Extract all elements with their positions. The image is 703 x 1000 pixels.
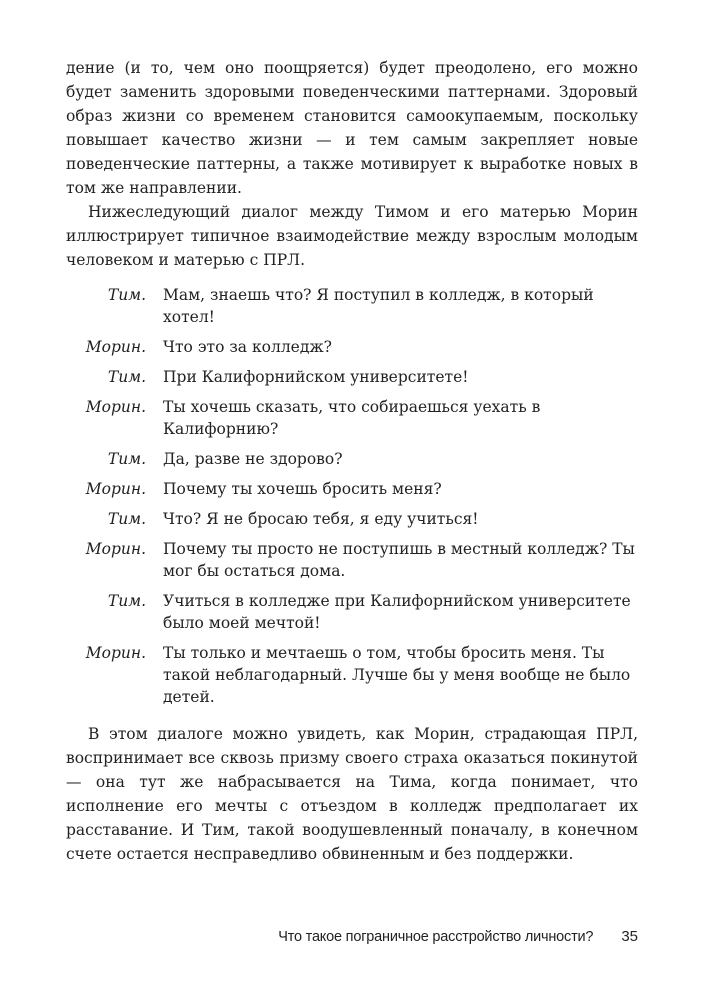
dialogue: [66, 284, 638, 708]
dialogue-turn: [66, 396, 638, 440]
running-title: Что такое пограничное расстройство личности?: [278, 929, 594, 945]
dialogue-turn: [66, 642, 638, 708]
speaker-name: Тим.: [107, 368, 146, 386]
speech-text: Что это за колледж?: [163, 338, 332, 356]
speaker-name: Морин.: [85, 644, 146, 662]
dialogue-turn: [66, 508, 638, 530]
speech-text: При Калифорнийском университете!: [163, 368, 469, 386]
speech-text: Мам, знаешь что? Я поступил в колледж, в который хотел!: [163, 286, 594, 326]
paragraph-continuation: дение (и то, чем оно поощряется) будет преодолено, его можно будет заменить здоровыми поведенческими паттернами. Здоровый образ жизни со временем становится самоокупаемым, поскольку повышает качество жизни — и тем самым закрепляет новые поведенческие паттерны, а также мотивирует к выработке новых в том же направлении.: [66, 59, 638, 197]
speech-text: Ты хочешь сказать, что собираешься уехать в Калифорнию?: [163, 398, 541, 438]
dialogue-turn: [66, 590, 638, 634]
speech-text: Что? Я не бросаю тебя, я еду учиться!: [163, 510, 479, 528]
dialogue-turn: [66, 478, 638, 500]
speaker-name: Морин.: [85, 540, 146, 558]
paragraph-dialogue-intro: Нижеследующий диалог между Тимом и его матерью Морин иллюстрирует типичное взаимодействие между взрослым молодым человеком и матерью с ПРЛ.: [66, 203, 638, 269]
dialogue-turn: [66, 336, 638, 358]
paragraph-analysis: В этом диалоге можно увидеть, как Морин, страдающая ПРЛ, воспринимает все сквозь призму своего страха оказаться покинутой — она тут же набрасывается на Тима, когда понимает, что исполнение его мечты с отъездом в колледж предполагает их расставание. И Тим, такой воодушевленный поначалу, в конечном счете остается несправедливо обвиненным и без поддержки.: [66, 725, 638, 863]
speech-text: Учиться в колледже при Калифорнийском университете было моей мечтой!: [163, 592, 631, 632]
dialogue-turn: [66, 366, 638, 388]
dialogue-turn: [66, 538, 638, 582]
speaker-name: Морин.: [85, 398, 146, 416]
dialogue-turn: [66, 448, 638, 470]
speaker-name: Тим.: [107, 450, 146, 468]
page-body: [66, 56, 638, 866]
speaker-name: Тим.: [107, 592, 146, 610]
speech-text: Ты только и мечтаешь о том, чтобы бросить меня. Ты такой неблагодарный. Лучше бы у меня вообще не было детей.: [163, 644, 631, 706]
speaker-name: Морин.: [85, 480, 146, 498]
speaker-name: Тим.: [107, 286, 146, 304]
speech-text: Почему ты просто не поступишь в местный колледж? Ты мог бы остаться дома.: [163, 540, 635, 580]
speech-text: Да, разве не здорово?: [163, 450, 343, 468]
speaker-name: Морин.: [85, 338, 146, 356]
speaker-name: Тим.: [107, 510, 146, 528]
speech-text: Почему ты хочешь бросить меня?: [163, 480, 442, 498]
page-footer: [66, 928, 638, 945]
page-number: 35: [621, 928, 638, 945]
dialogue-turn: [66, 284, 638, 328]
